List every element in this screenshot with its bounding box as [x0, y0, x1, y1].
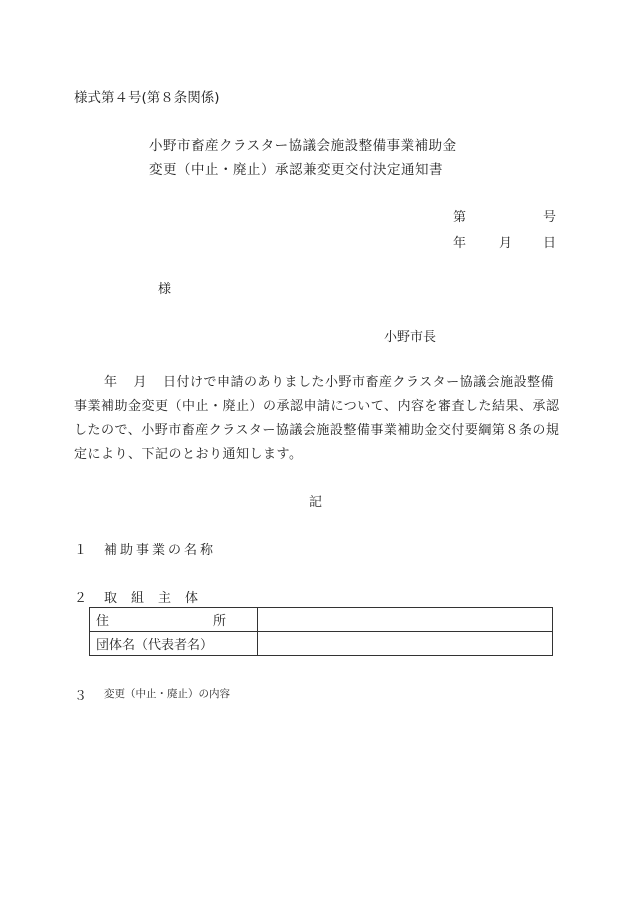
document-title-line-1: 小野市畜産クラスター協議会施設整備事業補助金	[149, 138, 457, 154]
issuer-name: 小野市長	[384, 330, 437, 345]
address-label-right: 所	[212, 614, 226, 629]
date-day-label: 日	[543, 236, 557, 251]
group-name-label: 団体名（代表者名）	[90, 632, 258, 656]
address-value-cell	[258, 608, 553, 632]
item-2-label: 取組主体	[104, 591, 213, 606]
group-name-value-cell	[258, 632, 553, 656]
entity-table	[89, 607, 553, 656]
document-title-line-2: 変更（中止・廃止）承認兼変更交付決定通知書	[149, 162, 443, 178]
notice-body	[74, 371, 562, 467]
date-month-label: 月	[499, 236, 513, 251]
document-number-prefix: 第	[453, 210, 467, 225]
address-label-left: 住	[96, 614, 110, 629]
item-1-label: 補助事業の名称	[104, 543, 217, 558]
group-name-row	[90, 632, 553, 656]
item-1-number: １	[74, 543, 88, 558]
body-date-month: 月	[133, 375, 148, 390]
ki-heading: 記	[309, 495, 323, 510]
address-row	[90, 608, 553, 632]
body-date-year: 年	[104, 375, 118, 390]
item-3-number: ３	[74, 689, 88, 704]
form-number: 様式第４号(第８条関係)	[74, 90, 220, 106]
item-3-label: 変更（中止・廃止）の内容	[104, 688, 230, 700]
addressee-honorific: 様	[158, 282, 172, 297]
item-2-number: ２	[74, 591, 88, 606]
address-label-cell	[90, 608, 258, 632]
date-year-label: 年	[453, 236, 467, 251]
body-text: 日付けで申請のありました小野市畜産クラスター協議会施設整備事業補助金変更（中止・廃止）の承認申請について、内容を審査した結果、承認したので、小野市畜産クラスター協議会施設整備事業補助金交付要綱第８条の規定により、下記のとおり通知します。	[74, 375, 560, 462]
document-number-suffix: 号	[543, 210, 557, 225]
